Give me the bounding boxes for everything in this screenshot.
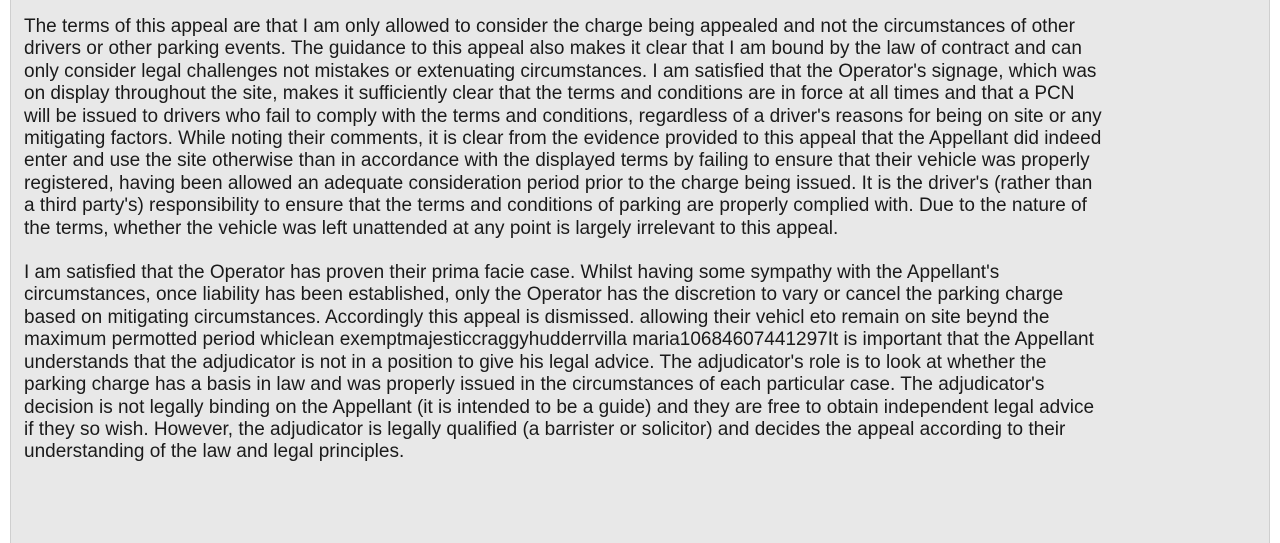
decision-paragraph-2: I am satisfied that the Operator has proven their prima facie case. Whilst having some sympathy with the Appellant's circumstances, once liability has been established, only the Operator has the discretion to vary or cancel the parking charge based on mitigating circumstances. Accordingly this appeal is dismissed. allowing their vehicl eto remain on site beynd the maximum permotted period whiclean exemptmajesticcraggyhudderrvilla maria10684607441297It is important that the Appellant understands that the adjudicator is not in a position to give his legal advice. The adjudicator's role is to look at whether the parking charge has a basis in law and was properly issued in the circumstances of each particular case. The adjudicator's decision is not legally binding on the Appellant (it is intended to be a guide) and they are free to obtain independent legal advice if they so wish. However, the adjudicator is legally qualified (a barrister or solicitor) and decides the appeal according to their understanding of the law and legal principles. xyxy=(24,262,1095,463)
decision-paragraph-1: The terms of this appeal are that I am only allowed to consider the charge being appealed and not the circumstances of other drivers or other parking events. The guidance to this appeal also makes it clear that I am bound by the law of contract and can only consider legal challenges not mistakes or extenuating circumstances. I am satisfied that the Operator's signage, which was on display throughout the site, makes it sufficiently clear that the terms and conditions are in force at all times and that a PCN will be issued to drivers who fail to comply with the terms and conditions, regardless of a driver's reasons for being on site or any mitigating factors. While noting their comments, it is clear from the evidence provided to this appeal that the Appellant did indeed enter and use the site otherwise than in accordance with the displayed terms by failing to ensure that their vehicle was properly registered, having been allowed an adequate consideration period prior to the charge being issued. It is the driver's (rather than a third party's) responsibility to ensure that the terms and conditions of parking are properly complied with. Due to the nature of the terms, whether the vehicle was left unattended at any point is largely irrelevant to this appeal. xyxy=(24,16,1102,239)
decision-panel xyxy=(10,0,1270,543)
